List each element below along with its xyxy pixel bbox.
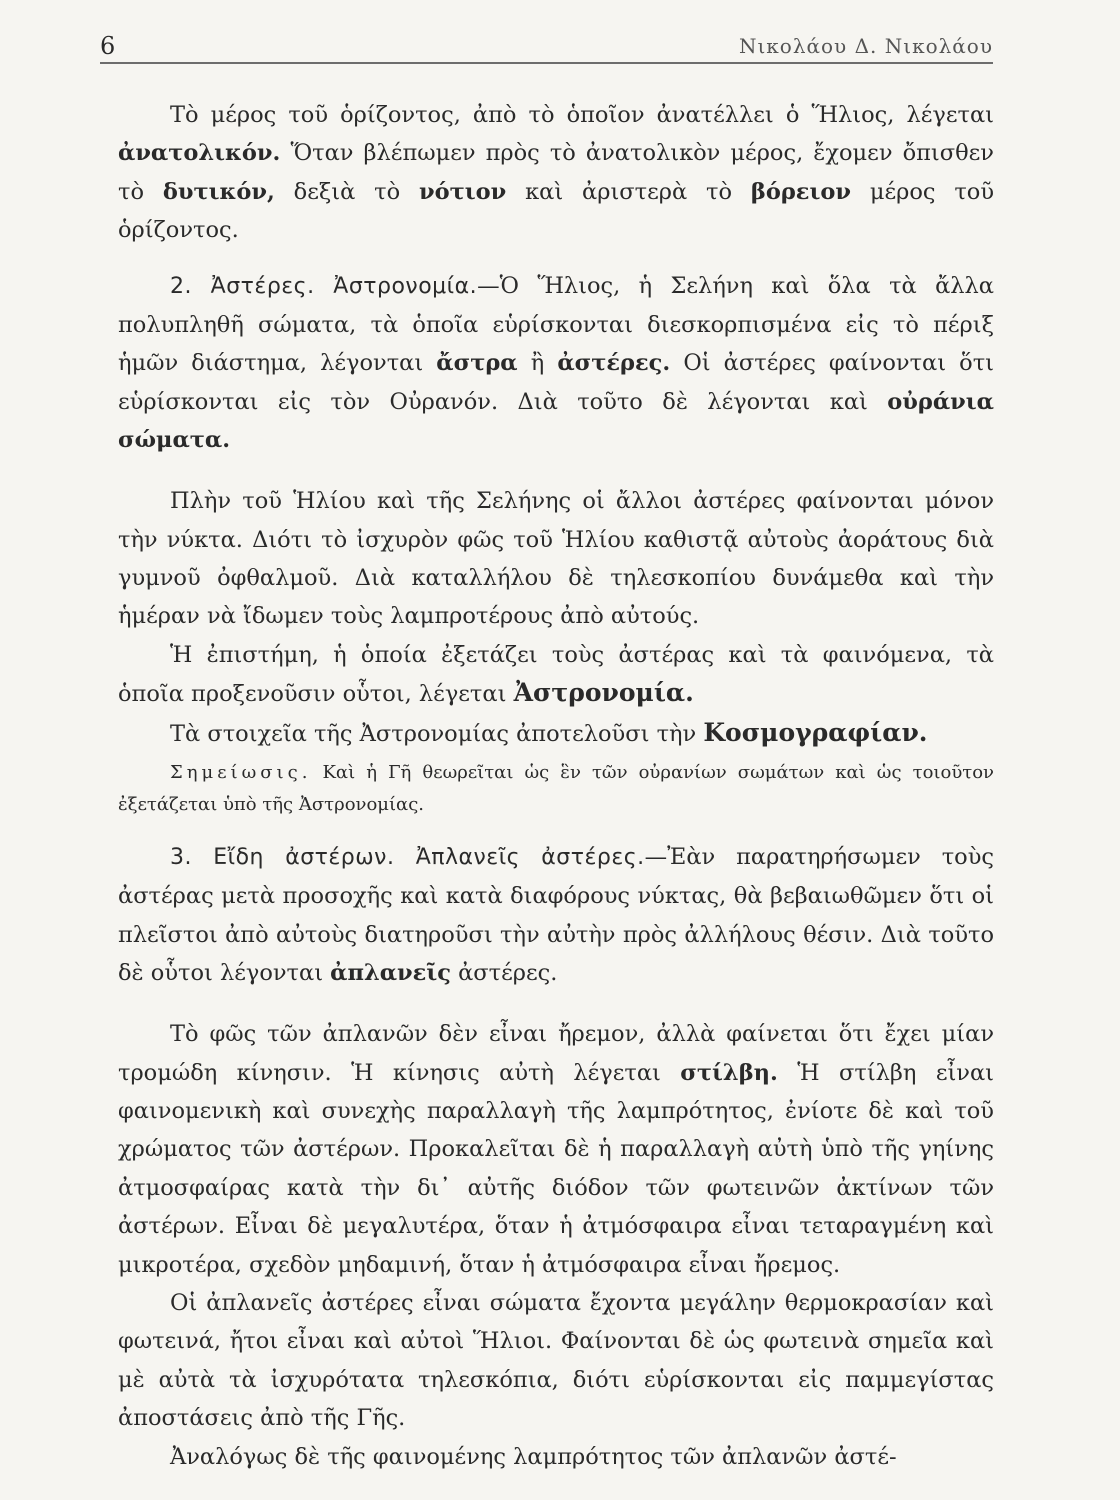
- term-astronomia: Ἀστρονομία.: [513, 678, 694, 708]
- term-dytikon: δυτικόν,: [162, 178, 275, 205]
- page-header: [100, 30, 993, 64]
- section-3-eidi-asteron: 3. Εἴδη ἀστέρων. Ἀπλανεῖς ἀστέρες.—Ἐὰν παρατηρήσωμεν τοὺς ἀστέρας μετὰ προσοχῆς καὶ κατὰ διαφόρους νύκτας, θὰ βεβαιωθῶμεν ὅτι οἱ πλεῖστοι ἀπὸ αὐτοὺς διατηροῦσι τὴν αὐτὴν πρὸς ἀλλήλους θέσιν. Διὰ τοῦτο δὲ οὗτοι λέγονται ἀπλανεῖς ἀστέρες.: [118, 844, 994, 987]
- note: [118, 757, 994, 821]
- paragraph-astronomy: Ἡ ἐπιστήμη, ἡ ὁποία ἐξετάζει τοὺς ἀστέρας καὶ τὰ φαινόμενα, τὰ ὁποῖα προξενοῦσιν οὗτοι, λέγεται Ἀστρονομία.: [118, 641, 994, 708]
- term-kosmografia: Κοσμογραφίαν.: [703, 717, 928, 747]
- paragraph-night-visibility: Πλὴν τοῦ Ἡλίου καὶ τῆς Σελήνης οἱ ἄλλοι ἀστέρες φαίνονται μόνον τὴν νύκτα. Διότι τὸ ἰσχυρὸν φῶς τοῦ Ἡλίου καθιστᾷ αὐτοὺς ἀοράτους διὰ γυμνοῦ ὀφθαλμοῦ. Διὰ καταλλήλου δὲ τηλεσκοπίου δυνάμεθα καὶ τὴν ἡμέραν νὰ ἴδωμεν τοὺς λαμπροτέρους ἀπὸ αὐτούς.: [118, 488, 994, 630]
- term-anatolikon: ἀνατολικόν.: [118, 140, 281, 167]
- paragraph-suns: Οἱ ἀπλανεῖς ἀστέρες εἶναι σώματα ἔχοντα μεγάλην θερμοκρασίαν καὶ φωτεινά, ἤτοι εἶναι καὶ αὐτοὶ Ἥλιοι. Φαίνονται δὲ ὡς φωτεινὰ σημεῖα καὶ μὲ αὐτὰ τὰ ἰσχυρότατα τηλεσκόπια, διότι εὑρίσκονται εἰς παμμεγίστας ἀποστάσεις ἀπὸ τῆς Γῆς.: [118, 1289, 994, 1432]
- term-ourania-somata: οὐράνια σώματα.: [118, 388, 994, 454]
- paragraph-cosmography: Τὰ στοιχεῖα τῆς Ἀστρονομίας ἀποτελοῦσι τὴν Κοσμογραφίαν.: [170, 717, 928, 747]
- section-2-title: 2. Ἀστέρες. Ἀστρονομία.: [170, 273, 478, 299]
- running-head: Νικολάου Δ. Νικολάου: [738, 34, 993, 58]
- term-asteres: ἀστέρες.: [557, 350, 671, 377]
- term-boreion: βόρειον: [750, 178, 851, 205]
- body-text: [118, 96, 994, 1476]
- term-stilbi: στίλβη.: [680, 1059, 778, 1086]
- note-text: Καὶ ἡ Γῆ θεωρεῖται ὡς ἓν τῶν οὐρανίων σωμάτων καὶ ὡς τοιοῦτον ἐξετάζεται ὑπὸ τῆς Ἀστρονομίας.: [118, 762, 994, 815]
- paragraph-brightness: Ἀναλόγως δὲ τῆς φαινομένης λαμπρότητος τῶν ἀπλανῶν ἀστέ-: [170, 1443, 897, 1470]
- section-3-title: 3. Εἴδη ἀστέρων. Ἀπλανεῖς ἀστέρες.: [170, 845, 645, 870]
- term-astra: ἄστρα: [436, 350, 518, 377]
- paragraph-horizon: Τὸ μέρος τοῦ ὁρίζοντος, ἀπὸ τὸ ὁποῖον ἀνατέλλει ὁ Ἥλιος, λέγεται ἀνατολικόν. Ὅταν βλέπωμεν πρὸς τὸ ἀνατολικὸν μέρος, ἔχομεν ὄπισθεν τὸ δυτικόν, δεξιὰ τὸ νότιον καὶ ἀριστερὰ τὸ βόρειον μέρος τοῦ ὁρίζοντος.: [118, 102, 995, 244]
- paragraph-stilbi: Τὸ φῶς τῶν ἀπλανῶν δὲν εἶναι ἤρεμον, ἀλλὰ φαίνεται ὅτι ἔχει μίαν τρομώδη κίνησιν. Ἡ κίνησις αὐτὴ λέγεται στίλβη. Ἡ στίλβη εἶναι φαινομενικὴ καὶ συνεχὴς παραλλαγὴ τῆς λαμπρότητος, ἐνίοτε δὲ καὶ τοῦ χρώματος τῶν ἀστέρων. Προκαλεῖται δὲ ἡ παραλλαγὴ αὐτὴ ὑπὸ τῆς γηίνης ἀτμοσφαίρας κατὰ τὴν δι᾽ αὐτῆς διόδον τῶν φωτεινῶν ἀκτίνων τῶν ἀστέρων. Εἶναι δὲ μεγαλυτέρα, ὅταν ἡ ἀτμόσφαιρα εἶναι τεταραγμένη καὶ μικροτέρα, σχεδὸν μηδαμινή, ὅταν ἡ ἀτμόσφαιρα εἶναι ἤρεμος.: [118, 1021, 994, 1278]
- page-number: 6: [100, 32, 116, 60]
- term-aplaneis: ἀπλανεῖς: [330, 960, 451, 987]
- section-2-asteres: 2. Ἀστέρες. Ἀστρονομία.—Ὁ Ἥλιος, ἡ Σελήνη καὶ ὅλα τὰ ἄλλα πολυπληθῆ σώματα, τὰ ὁποῖα εὑρίσκονται διεσκορπισμένα εἰς τὸ πέριξ ἡμῶν διάστημα, λέγονται ἄστρα ἢ ἀστέρες. Οἱ ἀστέρες φαίνονται ὅτι εὑρίσκονται εἰς τὸν Οὐρανόν. Διὰ τοῦτο δὲ λέγονται καὶ οὐράνια σώματα.: [118, 272, 994, 454]
- note-label: Σημείωσις.: [170, 762, 312, 783]
- term-notion: νότιον: [419, 178, 507, 205]
